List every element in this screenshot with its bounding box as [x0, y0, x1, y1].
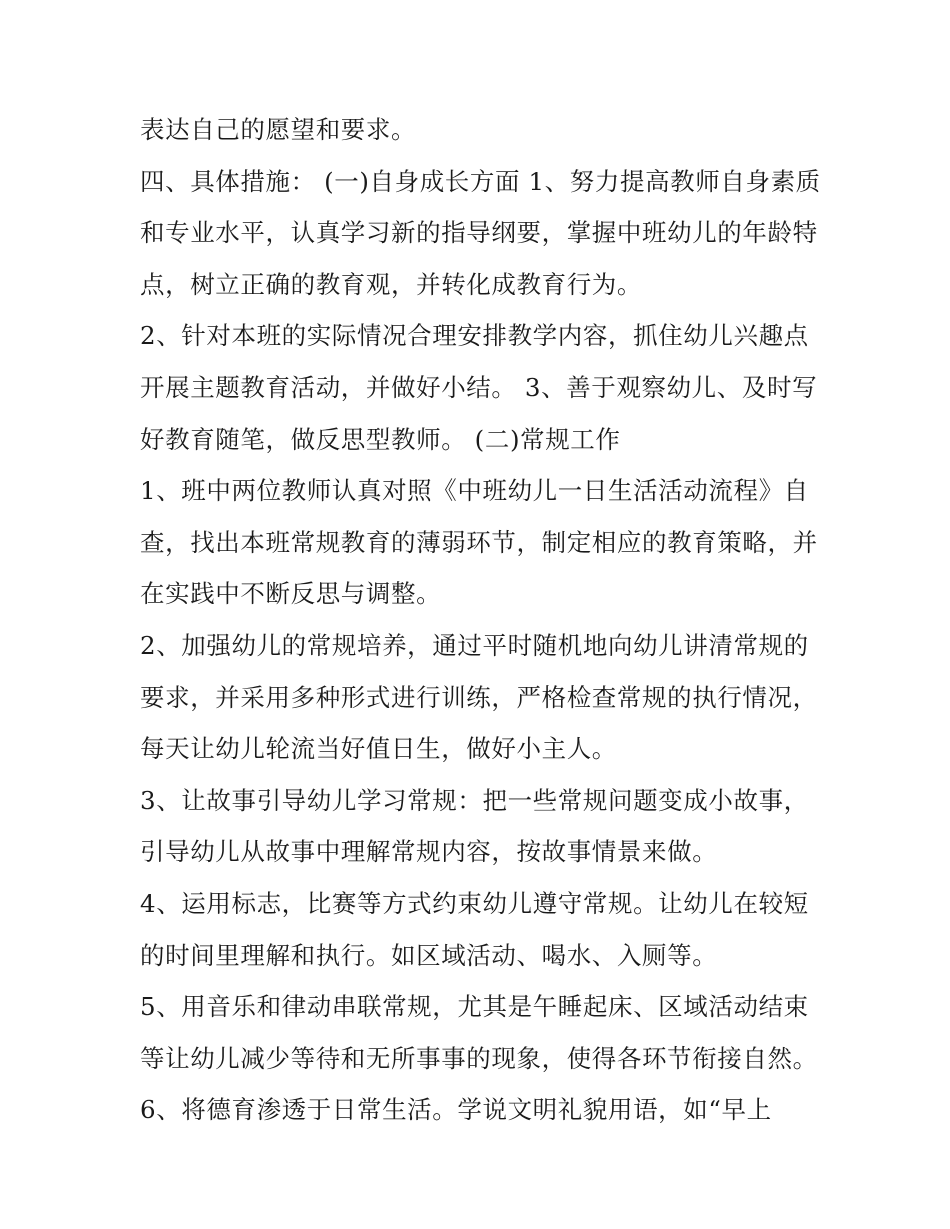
text-line: 2、针对本班的实际情况合理安排教学内容，抓住幼儿兴趣点 — [140, 321, 809, 351]
text-line: 引导幼儿从故事中理解常规内容，按故事情景来做。 — [140, 837, 718, 867]
text-line: 点，树立正确的教育观，并转化成教育行为。 — [140, 269, 642, 299]
text-line: 3、让故事引导幼儿学习常规：把一些常规问题变成小故事， — [140, 785, 809, 815]
text-line: 6、将德育渗透于日常生活。学说文明礼貌用语，如“早上 — [140, 1095, 772, 1125]
text-line: 和专业水平，认真学习新的指导纲要，掌握中班幼儿的年龄特 — [140, 218, 818, 248]
document-body — [140, 104, 830, 1136]
text-line: 要求，并采用多种形式进行训练，严格检查常规的执行情况， — [140, 682, 818, 712]
text-line: 5、用音乐和律动串联常规，尤其是午睡起床、区域活动结束 — [140, 992, 809, 1022]
text-line: 2、加强幼儿的常规培养，通过平时随机地向幼儿讲清常规的 — [140, 630, 809, 660]
text-line: 好教育随笔，做反思型教师。 (二)常规工作 — [140, 424, 621, 454]
text-line: 开展主题教育活动，并做好小结。 3、善于观察幼儿、及时写 — [140, 372, 818, 402]
text-line: 查，找出本班常规教育的薄弱环节，制定相应的教育策略，并 — [140, 527, 818, 557]
text-line: 表达自己的愿望和要求。 — [140, 115, 417, 144]
text-line: 四、具体措施： (一)自身成长方面 1、努力提高教师自身素质 — [140, 166, 821, 196]
text-line: 在实践中不断反思与调整。 — [140, 579, 442, 609]
text-line: 等让幼儿减少等待和无所事事的现象，使得各环节衔接自然。 — [140, 1043, 818, 1073]
text-line: 4、运用标志，比赛等方式约束幼儿遵守常规。让幼儿在较短 — [140, 888, 809, 918]
text-line: 的时间里理解和执行。如区域活动、喝水、入厕等。 — [140, 940, 718, 970]
text-line: 1、班中两位教师认真对照《中班幼儿一日生活活动流程》自 — [140, 476, 809, 506]
text-line: 每天让幼儿轮流当好值日生，做好小主人。 — [140, 734, 617, 764]
